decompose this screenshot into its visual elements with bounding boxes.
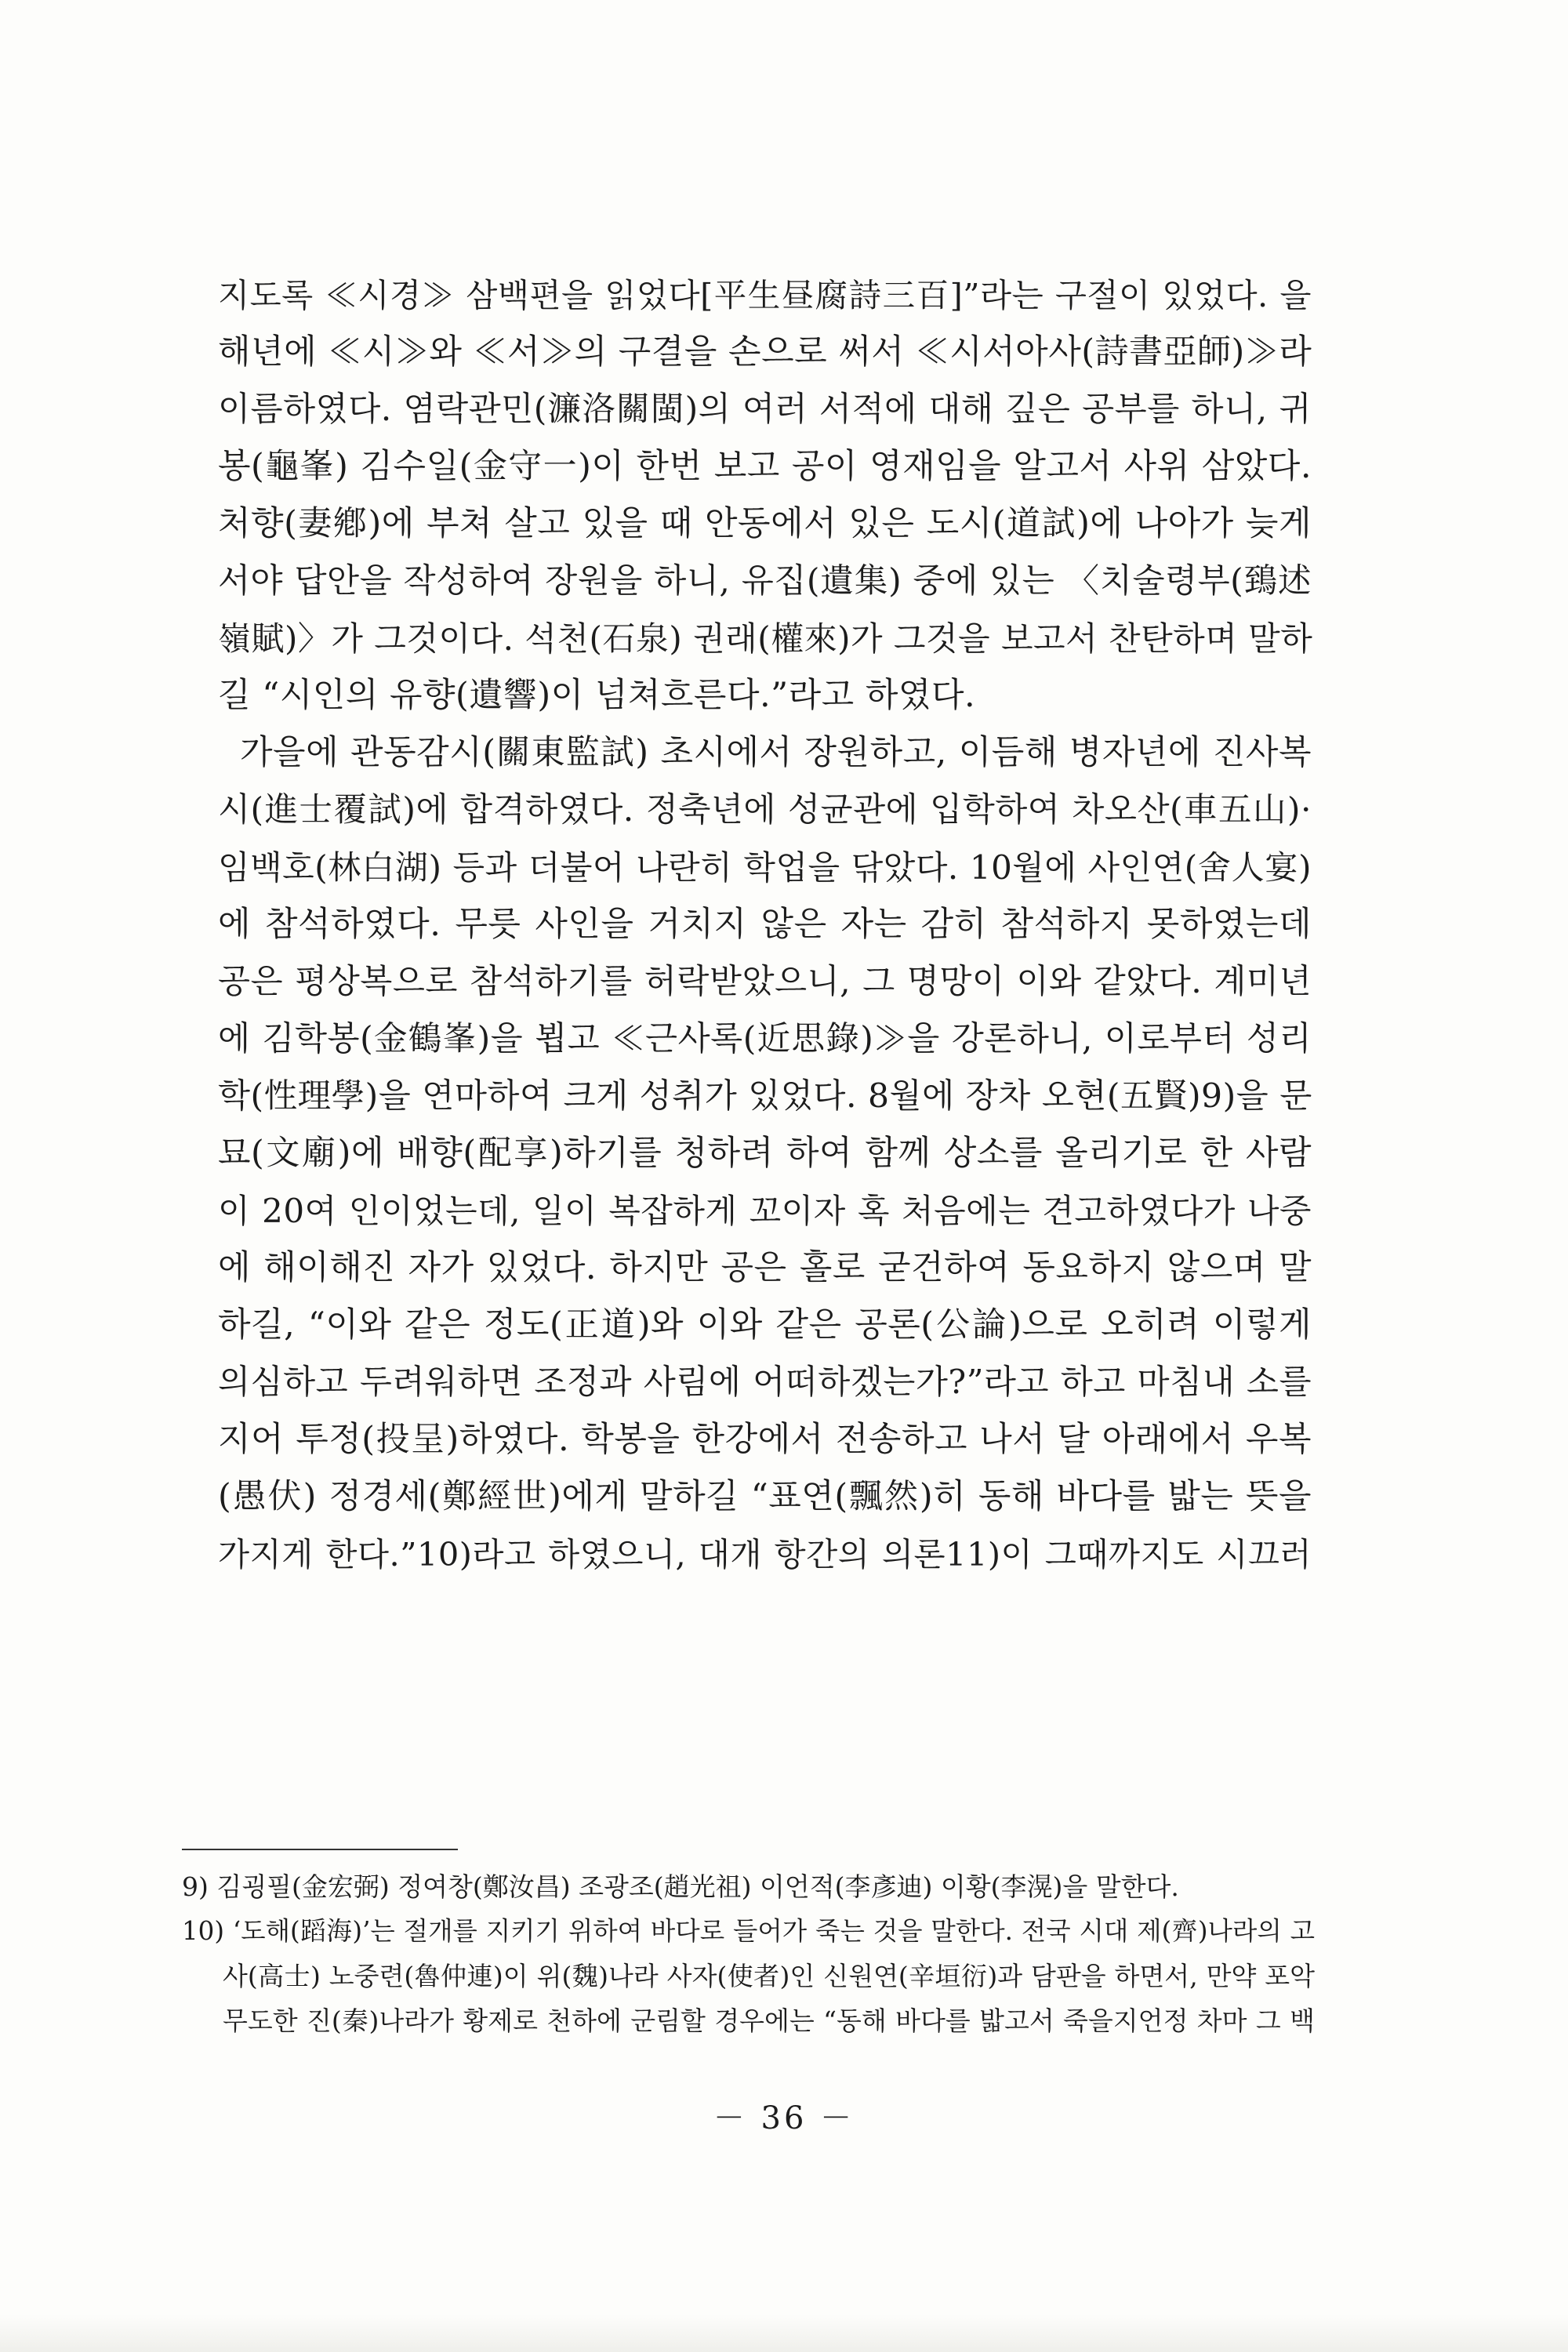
body-line: 지어 투정(投呈)하였다. 학봉을 한강에서 전송하고 나서 달 아래에서 우복 xyxy=(218,1420,1312,1459)
footnote-10-continued: 사(高士) 노중련(魯仲連)이 위(魏)나라 사자(使者)인 신원연(辛垣衍)과 담판을 하면서, 만약 포악 xyxy=(223,1961,1315,1991)
body-line: 에 김학봉(金鶴峯)을 뵙고 ≪근사록(近思錄)≫을 강론하니, 이로부터 성리 xyxy=(218,1020,1312,1058)
body-line: 임백호(林白湖) 등과 더불어 나란히 학업을 닦았다. 10월에 사인연(舍人宴) xyxy=(218,848,1312,887)
body-line: 이름하였다. 염락관민(濂洛關閩)의 여러 서적에 대해 깊은 공부를 하니, 귀 xyxy=(218,390,1312,429)
footnotes xyxy=(182,1864,1315,2043)
body-text xyxy=(218,267,1312,1583)
scan-edge xyxy=(0,2314,1568,2352)
body-line: 지도록 ≪시경≫ 삼백편을 읽었다[平生昼腐詩三百]”라는 구절이 있었다. 을 xyxy=(218,276,1312,314)
body-line: 에 해이해진 자가 있었다. 하지만 공은 홀로 굳건하여 동요하지 않으며 말 xyxy=(218,1248,1312,1287)
body-line: 하길, “이와 같은 정도(正道)와 이와 같은 공론(公論)으로 오히려 이렇게 xyxy=(218,1305,1312,1345)
body-line: 시(進士覆試)에 합격하였다. 정축년에 성균관에 입학하여 차오산(車五山)· xyxy=(218,791,1312,829)
body-line: 해년에 ≪시≫와 ≪서≫의 구결을 손으로 써서 ≪시서아사(詩書亞師)≫라 xyxy=(218,332,1312,372)
page-number: － 36 － xyxy=(713,2100,855,2136)
body-line: 에 참석하였다. 무릇 사인을 거치지 않은 자는 감히 참석하지 못하였는데 xyxy=(218,905,1312,944)
body-line: 嶺賦)〉가 그것이다. 석천(石泉) 권래(權來)가 그것을 보고서 찬탄하며 말하 xyxy=(218,619,1313,658)
body-line: 처향(妻鄕)에 부쳐 살고 있을 때 안동에서 있은 도시(道試)에 나아가 늦게 xyxy=(218,504,1312,543)
body-line: 가지게 한다.”10)라고 하였으니, 대개 항간의 의론11)이 그때까지도 시끄러 xyxy=(218,1535,1312,1573)
body-line: 이 20여 인이었는데, 일이 복잡하게 꼬이자 혹 처음에는 견고하였다가 나중 xyxy=(218,1192,1312,1230)
body-line: 서야 답안을 작성하여 장원을 하니, 유집(遺集) 중에 있는 〈치술령부(鵄述 xyxy=(218,562,1312,601)
body-line: 의심하고 두려워하면 조정과 사림에 어떠하겠는가?”라고 하고 마침내 소를 xyxy=(218,1363,1312,1402)
footnote-10: 10) ‘도해(蹈海)’는 절개를 지키기 위하여 바다로 들어가 죽는 것을 말한다. 전국 시대 제(齊)나라의 고 xyxy=(182,1916,1315,1946)
body-line: (愚伏) 정경세(鄭經世)에게 말하길 “표연(飄然)히 동해 바다를 밟는 뜻을 xyxy=(218,1477,1312,1516)
footnote-9: 9) 김굉필(金宏弼) 정여창(鄭汝昌) 조광조(趙光祖) 이언적(李彥迪) 이황(李滉)을 말한다. xyxy=(182,1871,1179,1902)
footnote-separator xyxy=(182,1849,458,1850)
body-line: 학(性理學)을 연마하여 크게 성취가 있었다. 8월에 장차 오현(五賢)9)을 문 xyxy=(218,1077,1312,1116)
body-line-paragraph-start: 가을에 관동감시(關東監試) 초시에서 장원하고, 이듬해 병자년에 진사복 xyxy=(240,733,1312,772)
body-line: 봉(龜峯) 김수일(金守一)이 한번 보고 공이 영재임을 알고서 사위 삼았다. xyxy=(218,447,1312,486)
body-line: 묘(文廟)에 배향(配享)하기를 청하려 하여 함께 상소를 올리기로 한 사람 xyxy=(218,1134,1312,1173)
footnote-10-continued: 무도한 진(秦)나라가 황제로 천하에 군림할 경우에는 “동해 바다를 밟고서 죽을지언정 차마 그 백 xyxy=(223,2005,1315,2036)
body-line: 공은 평상복으로 참석하기를 허락받았으니, 그 명망이 이와 같았다. 계미년 xyxy=(218,963,1312,1001)
body-line: 길 “시인의 유향(遺響)이 넘쳐흐른다.”라고 하였다. xyxy=(218,676,976,715)
